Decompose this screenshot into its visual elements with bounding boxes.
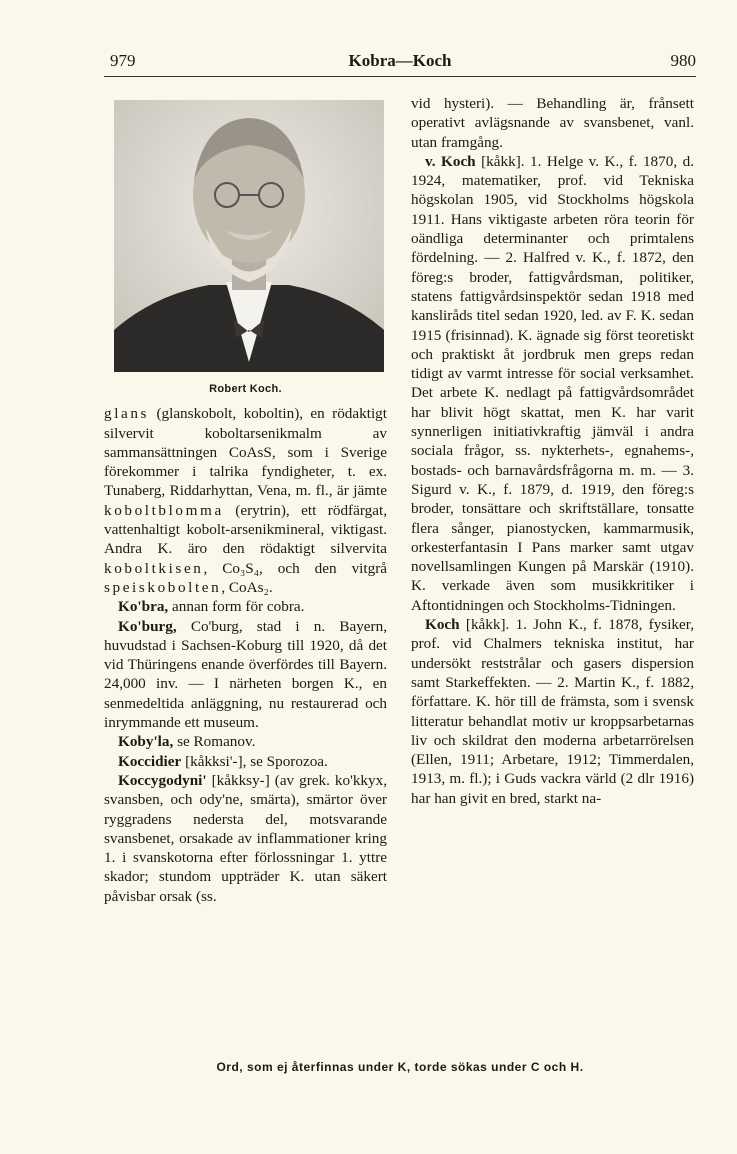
entry-kobyla: Koby'la, se Romanov. <box>118 733 256 751</box>
portrait-illustration <box>114 100 384 372</box>
entry-koburg: Ko'burg, Co'burg, stad i n. Bayern, huvudstad i Sachsen-Koburg till 1920, då det vid Thüringens enande överfördes till Bayern. 24,000 inv. — I närheten borgen K., en senmedeltida anläggning, nu restaurerad och inrymmande ett museum. <box>104 617 387 732</box>
entry-koccidier: Koccidier [kåkksi'-], se Sporozoa. <box>118 752 328 770</box>
entry-koccygodyni: Koccygodyni' [kåkksy-] (av grek. ko'kkyx, svansben, och ody'ne, smärta), smärtor över ryggradens nedersta del, motsvarande svansbenet, orsakade av inflammationer kring 1. i svanskotorna efter förlossningar 1. yttre skador; stundom uppträder K. utan säkert påvisbar orsak (ss. <box>104 771 387 905</box>
photo-caption: Robert Koch. <box>209 383 282 395</box>
page-number-left: 979 <box>110 51 136 70</box>
page-title: Kobra—Koch <box>348 51 452 70</box>
page-number-right: 980 <box>670 51 696 70</box>
entry-koch: Koch [kåkk]. 1. John K., f. 1878, fysiker, prof. vid Chalmers tekniska institut, har undersökt reststrålar och gasers dispersion samt Starkeffekten. — 2. Martin K., f. 1882, författare. K. hör till de främsta, som i svensk litteratur behandlat motiv ur kroppsarbetarnas liv och skildrat den moderna arbetarrörelsen (Ellen, 1911; Arbetare, 1912; Timmerdalen, 1913, m. fl.); i Guds vackra värld (2 dlr 1916) har han givit en bred, starkt na- <box>411 616 694 807</box>
page-footer-note: Ord, som ej återfinnas under K, torde sökas under C och H. <box>216 1060 584 1074</box>
portrait-photo <box>114 100 384 372</box>
right-column <box>411 94 694 808</box>
entry-von-koch: v. Koch [kåkk]. 1. Helge v. K., f. 1870, d. 1924, matematiker, prof. vid Tekniska högskolan 1905, vid Stockholms högskola 1911. Hans viktigaste arbeten röra teorin för oändliga determinanter och primtalens fördelning. — 2. Halfred v. K., f. 1872, den föreg:s broder, fattigvårdsman, politiker, statens fattigvårdsinspektör sedan 1918 med kansliråds titel sedan 1920, led. av F. K. sedan 1915 (frisinnad). K. ägnade sig först teoretiskt och praktiskt åt jordbruk men greps redan tidigt av varmt intresse för social verksamhet. Det arbete K. nedlagt på fattigvårdsområdet har blivit högt skattat, men K. har varit synnerligen initiativkraftig jämväl i andra sociala frågor, ss. nykterhets-, egnahems-, bostads- och barnavårdsfrågorna m. m. — 3. Sigurd v. K., f. 1879, d. 1919, den föreg:s broder, tonsättare och skriftställare, tonsatte flera sånger, pianostycken, kammarmusik, orkesterfantasin I Pans marker samt utgav novellsamlingen Kungen på Marskär (1910). K. verkade även som musikkritiker i Aftontidningen och Stockholms-Tidningen. <box>411 152 694 614</box>
entry-koccygodyni-continued: vid hysteri). — Behandling är, frånsett operativt avlägsnande av svansbenet, vanl. utan framgång. <box>411 95 694 151</box>
page-header <box>104 48 696 76</box>
header-rule <box>104 76 696 77</box>
entry-kobra: Ko'bra, annan form för cobra. <box>118 598 305 616</box>
entry-koboltmalm: glans (glanskobolt, koboltin), en rödaktigt silvervit koboltarsenikmalm av sammansättningen CoAsS, som i Sverige förekommer i talrika fyndigheter, t. ex. Tunaberg, Riddarhyttan, Vena, m. fl., är jämte koboltblomma (erytrin), ett rödfärgat, vattenhaltigt kobolt-arsenikmineral, viktigast. Andra K. äro den rödaktigt silvervita koboltkisen, Co₃S₄, och den vitgrå speiskobolten, CoAs₂. <box>104 405 387 596</box>
left-column <box>104 94 387 906</box>
